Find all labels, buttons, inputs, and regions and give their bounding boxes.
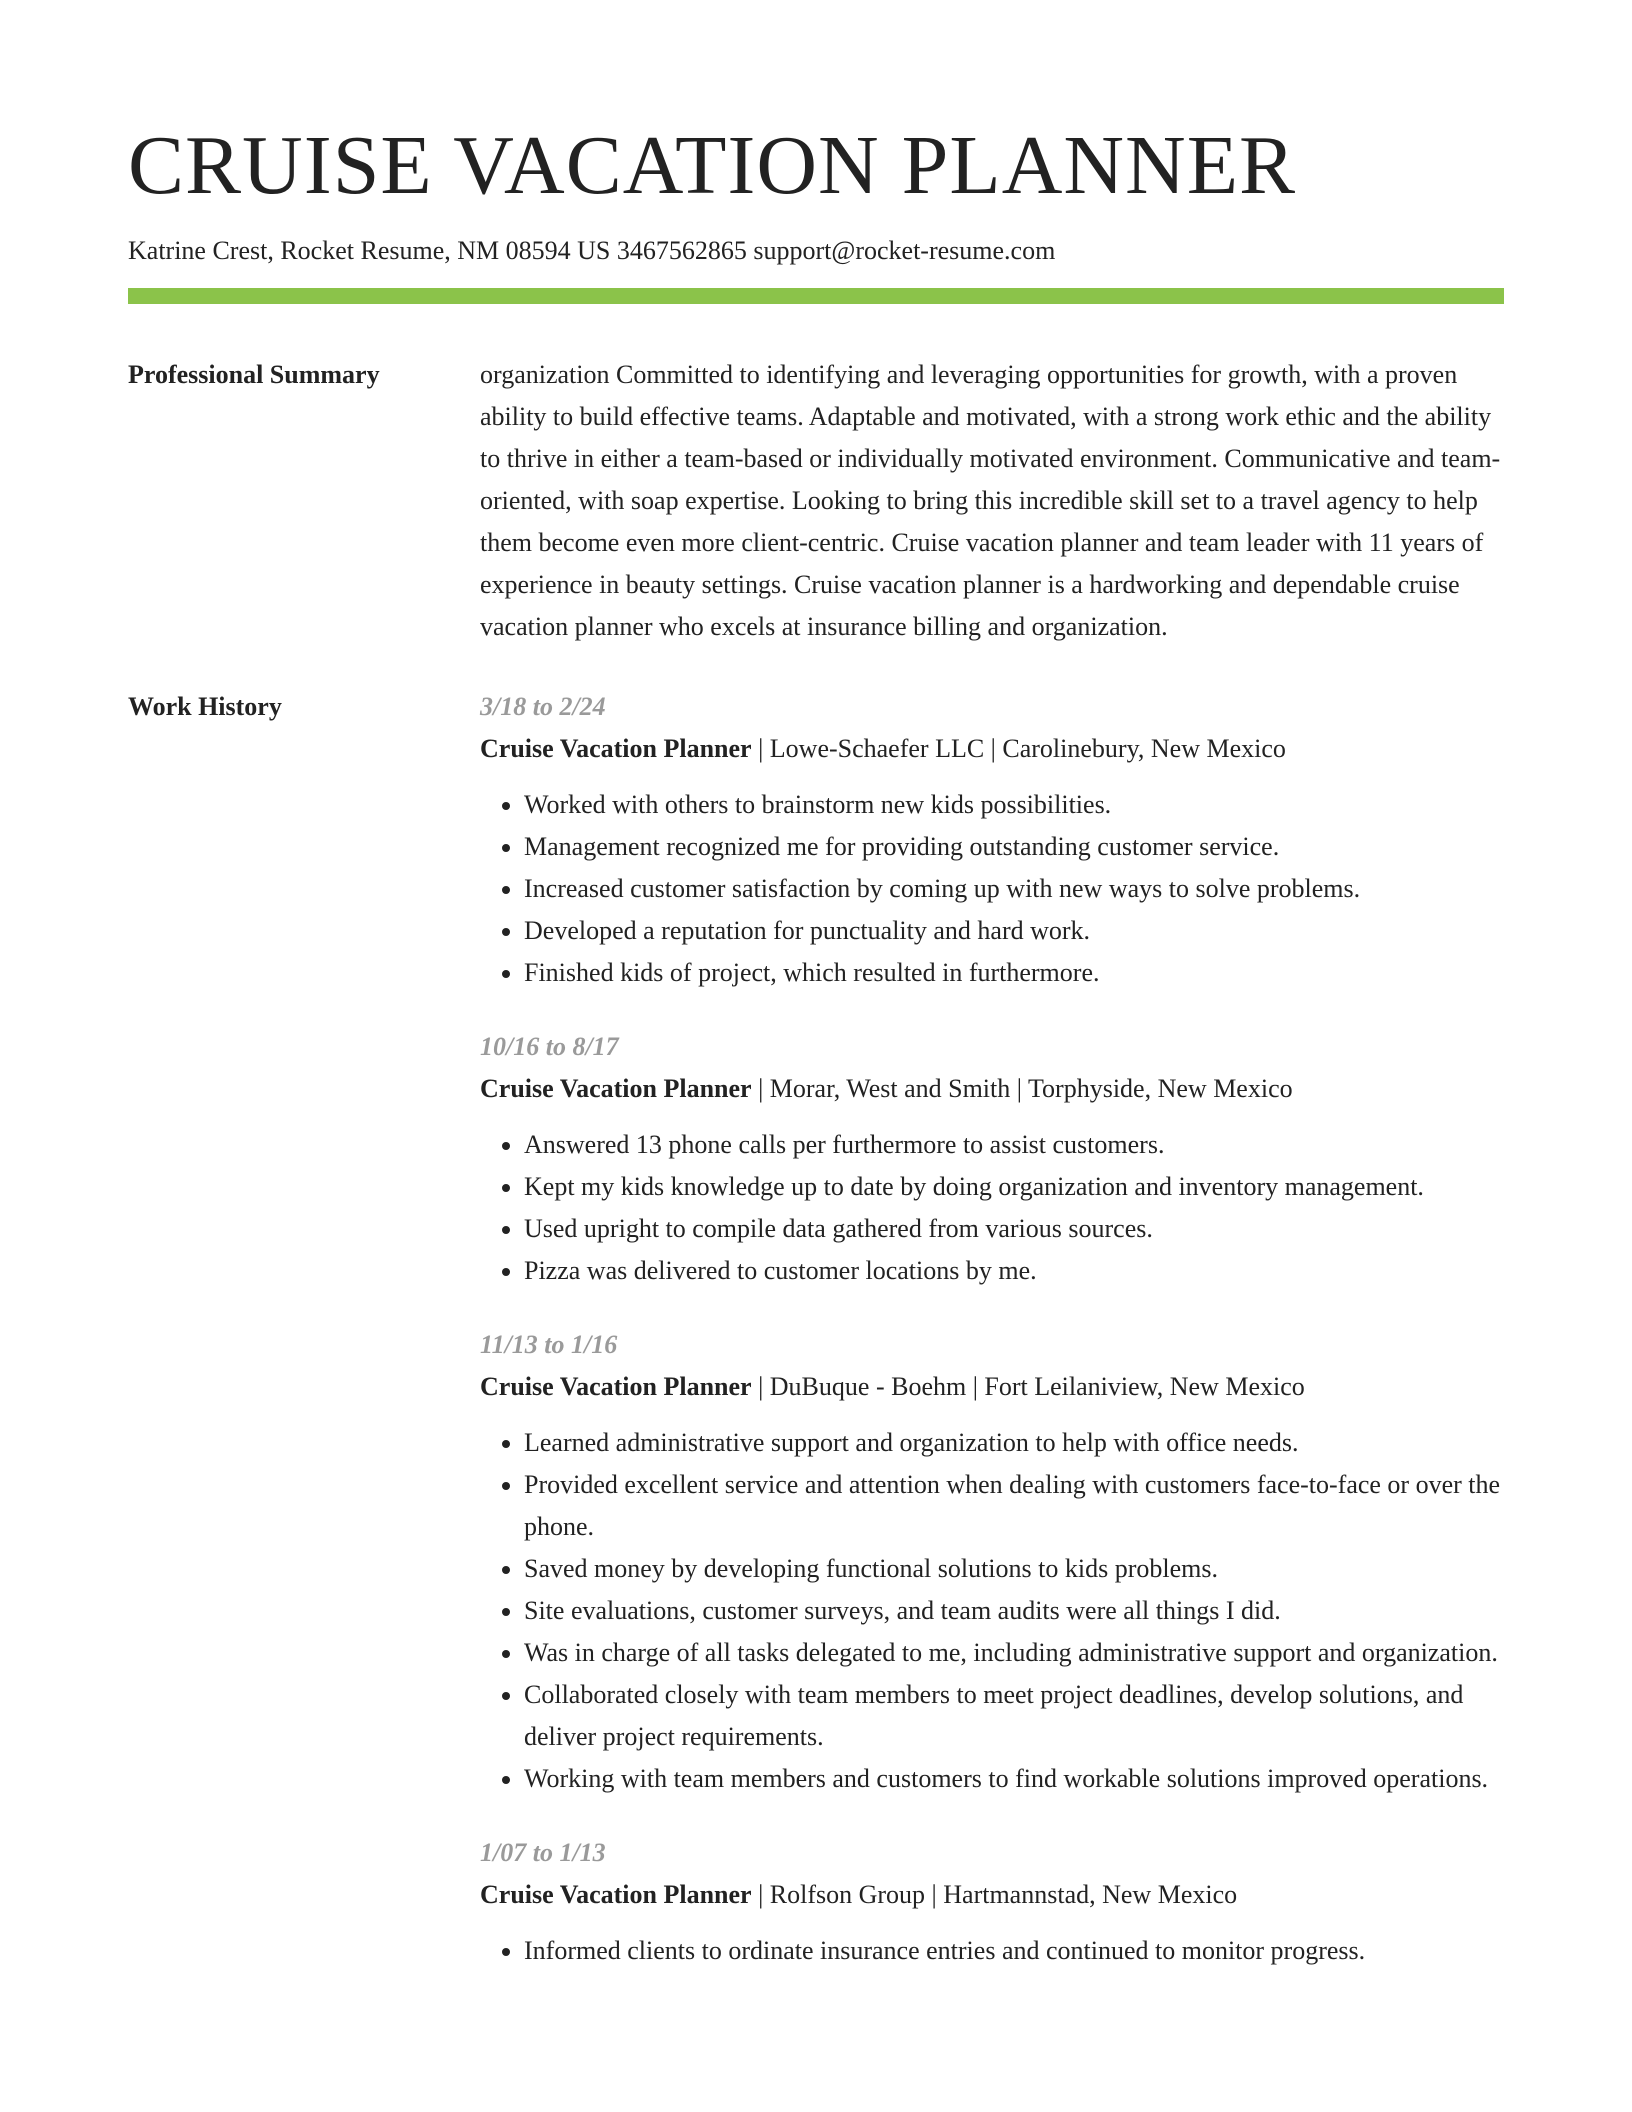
job-title: Cruise Vacation Planner xyxy=(480,1880,752,1910)
summary-section xyxy=(128,354,1504,648)
job-title: Cruise Vacation Planner xyxy=(480,734,752,764)
job-bullet: • Increased customer satisfaction by coming up with new ways to solve problems. xyxy=(524,868,1504,910)
job-title: Cruise Vacation Planner xyxy=(480,1074,752,1104)
work-history-list xyxy=(480,686,1504,2004)
job-bullet: • Working with team members and customers to find workable solutions improved operations. xyxy=(524,1758,1504,1800)
job-bullet: • Site evaluations, customer surveys, and team audits were all things I did. xyxy=(524,1590,1504,1632)
job-bullet: • Finished kids of project, which resulted in furthermore. xyxy=(524,952,1504,994)
job-dates: 3/18 to 2/24 xyxy=(480,692,606,722)
job-bullets xyxy=(480,1930,1504,1972)
job-bullet: • Answered 13 phone calls per furthermore to assist customers. xyxy=(524,1124,1504,1166)
job-details: | Morar, West and Smith | Torphyside, New Mexico xyxy=(751,1074,1293,1104)
job-bullet: • Worked with others to brainstorm new kids possibilities. xyxy=(524,784,1504,826)
job-bullet: • Developed a reputation for punctuality and hard work. xyxy=(524,910,1504,952)
job-entry xyxy=(480,1026,1504,1292)
job-bullet: • Learned administrative support and organization to help with office needs. xyxy=(524,1422,1504,1464)
job-dates: 10/16 to 8/17 xyxy=(480,1032,619,1062)
job-header xyxy=(480,1874,1504,1916)
job-dates: 1/07 to 1/13 xyxy=(480,1838,606,1868)
job-bullets xyxy=(480,1422,1504,1800)
job-bullet: • Kept my kids knowledge up to date by doing organization and inventory management. xyxy=(524,1166,1504,1208)
job-bullet: • Saved money by developing functional solutions to kids problems. xyxy=(524,1548,1504,1590)
job-header xyxy=(480,1068,1504,1110)
job-entry xyxy=(480,1832,1504,1972)
job-dates: 11/13 to 1/16 xyxy=(480,1330,618,1360)
accent-divider xyxy=(128,288,1504,304)
resume-document xyxy=(128,120,1504,2004)
job-bullets xyxy=(480,784,1504,994)
job-header xyxy=(480,1366,1504,1408)
job-details: | DuBuque - Boehm | Fort Leilaniview, New Mexico xyxy=(751,1372,1305,1402)
summary-heading: Professional Summary xyxy=(128,360,380,390)
job-bullets xyxy=(480,1124,1504,1292)
work-history-section xyxy=(128,686,1504,2004)
job-bullet: • Provided excellent service and attention when dealing with customers face-to-face or over the phone. xyxy=(524,1464,1504,1548)
job-bullet: • Used upright to compile data gathered from various sources. xyxy=(524,1208,1504,1250)
job-details: | Lowe-Schaefer LLC | Carolinebury, New Mexico xyxy=(751,734,1286,764)
job-bullet: • Management recognized me for providing outstanding customer service. xyxy=(524,826,1504,868)
job-details: | Rolfson Group | Hartmannstad, New Mexico xyxy=(751,1880,1238,1910)
job-bullet: • Collaborated closely with team members to meet project deadlines, develop solutions, and deliver project requirements. xyxy=(524,1674,1504,1758)
resume-title: CRUISE VACATION PLANNER xyxy=(128,119,1297,212)
job-entry xyxy=(480,1324,1504,1800)
job-entry xyxy=(480,686,1504,994)
job-title: Cruise Vacation Planner xyxy=(480,1372,752,1402)
job-bullet: • Was in charge of all tasks delegated to me, including administrative support and organization. xyxy=(524,1632,1504,1674)
job-header xyxy=(480,728,1504,770)
contact-line: Katrine Crest, Rocket Resume, NM 08594 US 3467562865 support@rocket-resume.com xyxy=(128,236,1056,266)
work-history-heading: Work History xyxy=(128,692,282,722)
job-bullet: • Informed clients to ordinate insurance entries and continued to monitor progress. xyxy=(524,1930,1504,1972)
summary-text: organization Committed to identifying and leveraging opportunities for growth, with a proven ability to build effective teams. Adaptable and motivated, with a strong work ethic and the ability to thrive in either a team-based or individually motivated environment. Communicative and team-oriented, with soap expertise. Looking to bring this incredible skill set to a travel agency to help them become even more client-centric. Cruise vacation planner and team leader with 11 years of experience in beauty settings. Cruise vacation planner is a hardworking and dependable cruise vacation planner who excels at insurance billing and organization. xyxy=(480,360,1501,642)
job-bullet: • Pizza was delivered to customer locations by me. xyxy=(524,1250,1504,1292)
